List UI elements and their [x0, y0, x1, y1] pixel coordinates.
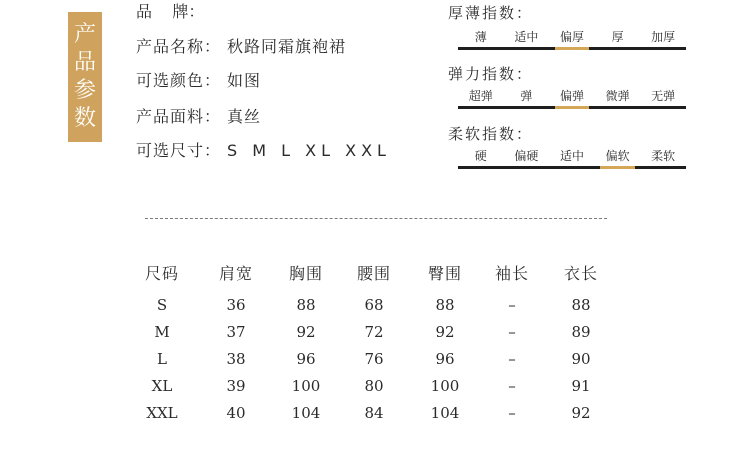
index-option: 无弹: [651, 89, 676, 103]
softness-index: [448, 124, 688, 169]
info-value: S M L XL XXL: [227, 141, 391, 160]
table-cell: L: [157, 350, 167, 368]
index-option: 偏弹: [559, 89, 584, 103]
table-cell: XL: [151, 377, 173, 395]
table-cell: 39: [226, 377, 246, 395]
table-row: [140, 401, 620, 425]
info-value: 真丝: [227, 107, 262, 126]
table-cell: –: [508, 296, 516, 314]
table-header: [140, 262, 620, 286]
table-cell: –: [508, 404, 516, 422]
column-header: 衣长: [563, 264, 598, 283]
column-header: 胸围: [288, 264, 323, 283]
table-cell: 38: [226, 350, 246, 368]
index-option: 薄: [474, 30, 487, 44]
index-option: 硬: [474, 149, 487, 163]
index-option: 弹: [520, 89, 533, 103]
index-option: 偏软: [605, 149, 630, 163]
table-cell: 92: [296, 323, 316, 341]
product-params-badge: [68, 12, 102, 142]
info-row-name: [136, 36, 346, 58]
table-cell: 100: [291, 377, 321, 395]
table-row: [140, 293, 620, 317]
table-cell: 92: [571, 404, 591, 422]
table-cell: M: [154, 323, 170, 341]
index-option: 偏厚: [559, 30, 584, 44]
column-header: 袖长: [494, 264, 529, 283]
index-options: [458, 27, 686, 47]
table-row: [140, 347, 620, 371]
index-title: 弹力指数：: [448, 65, 534, 83]
column-header: 尺码: [144, 264, 179, 283]
table-cell: 76: [364, 350, 384, 368]
table-cell: 36: [226, 296, 246, 314]
table-cell: 68: [364, 296, 384, 314]
index-option: 柔软: [651, 149, 676, 163]
index-bar: [458, 106, 686, 109]
table-cell: 89: [571, 323, 591, 341]
table-row: [140, 374, 620, 398]
table-cell: XXL: [146, 404, 178, 422]
badge-char: 产: [73, 22, 96, 47]
table-cell: S: [156, 296, 168, 314]
info-row-fabric: [136, 106, 261, 128]
table-cell: 80: [364, 377, 384, 395]
index-title: 厚薄指数：: [448, 4, 534, 22]
table-cell: 88: [296, 296, 316, 314]
index-option: 偏硬: [514, 149, 539, 163]
table-cell: 84: [364, 404, 384, 422]
badge-char: 品: [73, 50, 96, 75]
info-row-brand: [136, 1, 210, 23]
table-cell: 104: [430, 404, 460, 422]
table-cell: –: [508, 377, 516, 395]
table-cell: 96: [435, 350, 455, 368]
info-label: 可选颜色：: [136, 71, 222, 90]
column-header: 臀围: [427, 264, 462, 283]
index-option: 加厚: [651, 30, 676, 44]
index-highlight: [555, 106, 590, 109]
column-header: 腰围: [356, 264, 391, 283]
table-cell: –: [508, 350, 516, 368]
index-option: 超弹: [468, 89, 493, 103]
table-cell: 88: [435, 296, 455, 314]
table-row: [140, 320, 620, 344]
index-option: 厚: [611, 30, 624, 44]
table-cell: 72: [364, 323, 384, 341]
info-row-color: [136, 70, 261, 92]
index-option: 适中: [514, 30, 539, 44]
index-bar: [458, 166, 686, 169]
index-highlight: [555, 47, 590, 50]
table-cell: 104: [291, 404, 321, 422]
column-header: 肩宽: [218, 264, 253, 283]
elasticity-index: [448, 64, 688, 109]
info-label: 产品名称：: [136, 37, 222, 56]
info-value: 如图: [227, 71, 262, 90]
index-options: [458, 86, 686, 106]
table-cell: 92: [435, 323, 455, 341]
info-label: 品 牌：: [136, 2, 205, 21]
table-cell: –: [508, 323, 516, 341]
table-cell: 91: [571, 377, 591, 395]
table-cell: 37: [226, 323, 246, 341]
index-highlight: [600, 166, 635, 169]
table-cell: 96: [296, 350, 316, 368]
table-cell: 40: [226, 404, 246, 422]
table-cell: 90: [571, 350, 591, 368]
badge-char: 参: [73, 78, 96, 103]
thickness-index: [448, 3, 688, 50]
info-label: 可选尺寸：: [136, 141, 222, 160]
info-value: 秋路同霜旗袍裙: [227, 37, 347, 56]
info-label: 产品面料：: [136, 107, 222, 126]
info-row-sizes: [136, 140, 391, 162]
badge-char: 数: [73, 106, 96, 131]
index-option: 适中: [559, 149, 584, 163]
index-title: 柔软指数：: [448, 125, 534, 143]
index-option: 微弹: [605, 89, 630, 103]
index-bar: [458, 47, 686, 50]
table-cell: 100: [430, 377, 460, 395]
section-divider: [145, 218, 607, 219]
table-cell: 88: [571, 296, 591, 314]
index-options: [458, 146, 686, 166]
